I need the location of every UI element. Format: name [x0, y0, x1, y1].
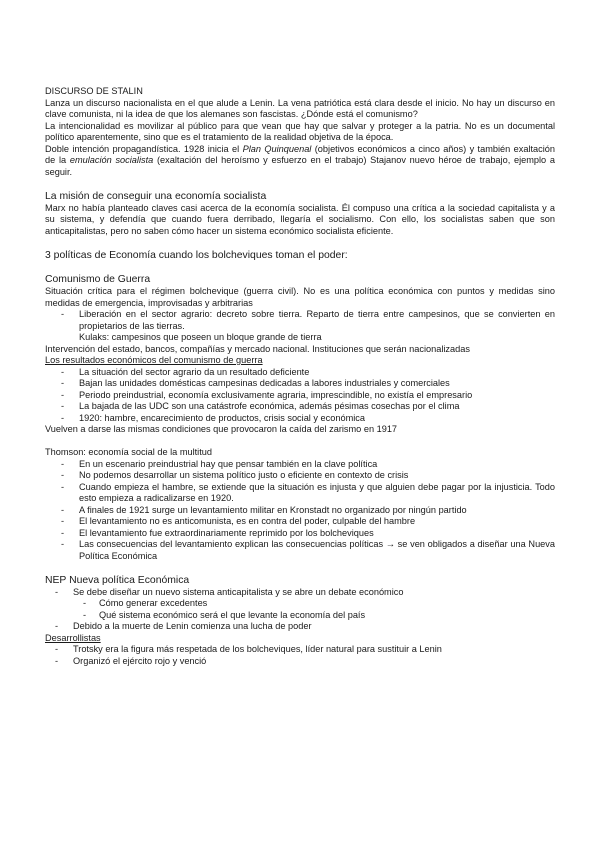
mision-paragraph: Marx no había planteado claves casi acerca de la economía socialista. Él compuso una crítica a la sociedad capitalista y a su sistema, y defendía que cuando fuera derribado, llegaría el socialismo. Con ello, los socialistas saben que son anticapitalistas, pero no saben cómo hacer un sistema económico socialista eficiente.: [45, 202, 555, 236]
guerra-list: [45, 309, 555, 332]
guerra-paragraph-1: Situación crítica para el régimen bolchevique (guerra civil). No es una política económica con puntos y medidas sino medidas de emergencia, improvisadas y arbitrarias: [45, 286, 555, 308]
list-item: - Cuando empieza el hambre, se extiende que la situación es injusta y que alguien debe pagar por la injusticia. Todo esto empieza a radicalizarse en 1920.: [45, 482, 555, 505]
list-item: - La situación del sector agrario da un resultado deficiente: [45, 367, 555, 379]
desarrollistas-list: [45, 644, 555, 667]
thomson-heading: Thomson: economía social de la multitud: [45, 447, 212, 457]
resultados-list: [45, 367, 555, 425]
guerra-paragraph-2: Intervención del estado, bancos, compañías y mercado nacional. Instituciones que serán nacionalizadas: [45, 343, 470, 354]
desarrollistas-heading: Desarrollistas: [45, 632, 101, 643]
list-item: - Liberación en el sector agrario: decreto sobre tierra. Reparto de tierra entre campesinos, que se convierten en propietarios de las tierras.: [45, 309, 555, 332]
kulaks-note: Kulaks: campesinos que poseen un bloque grande de tierra: [79, 332, 322, 342]
list-item: - Bajan las unidades domésticas campesinas dedicadas a labores industriales y comerciales: [45, 378, 555, 390]
list-item: - Periodo preindustrial, economía exclusivamente agraria, imprescindible, no existía el empresario: [45, 390, 555, 402]
resultados-heading: Los resultados económicos del comunismo de guerra: [45, 355, 263, 365]
list-item: - El levantamiento fue extraordinariamente reprimido por los bolcheviques: [45, 528, 555, 540]
stalin-paragraph-3: Doble intención propagandística. 1928 inicia el Plan Quinquenal (objetivos económicos a cinco años) y también exaltación de la emulación socialista (exaltación del heroísmo y esfuerzo en el trabajo) Stajanov nuevo héroe de trabajo, ejemplo a seguir.: [45, 143, 555, 177]
list-item: - La bajada de las UDC son una catástrofe económica, además pésimas cosechas por el clima: [45, 401, 555, 413]
list-item: - A finales de 1921 surge un levantamiento militar en Kronstadt no organizado por ningún partido: [45, 505, 555, 517]
list-item: - Trotsky era la figura más respetada de los bolcheviques, líder natural para sustituir a Lenin: [45, 644, 555, 656]
stalin-title: DISCURSO DE STALIN: [45, 86, 143, 96]
stalin-paragraph-2: La intencionalidad es movilizar al público para que vean que hay que salvar y proteger a la patria. No es un documental político aparentemente, sino que es el tratamiento de la realidad objetiva de la época.: [45, 120, 555, 142]
list-item: - Las consecuencias del levantamiento explican las consecuencias políticas → se ven obligados a diseñar una Nueva Política Económica: [45, 539, 555, 562]
list-item: - Se debe diseñar un nuevo sistema anticapitalista y se abre un debate económico: [45, 587, 555, 599]
list-item: - Organizó el ejército rojo y venció: [45, 656, 555, 668]
plan-quinquenal-italic: Plan Quinquenal: [242, 143, 312, 154]
thomson-list: [45, 459, 555, 563]
guerra-paragraph-3: Vuelven a darse las mismas condiciones que provocaron la caída del zarismo en 1917: [45, 424, 398, 434]
nep-heading: NEP Nueva política Económica: [45, 574, 190, 586]
comunismo-guerra-heading: Comunismo de Guerra: [45, 274, 151, 285]
list-item: - Debido a la muerte de Lenin comienza una lucha de poder: [45, 621, 555, 633]
document-page: [45, 86, 555, 667]
list-item: - 1920: hambre, encarecimiento de productos, crisis social y económica: [45, 413, 555, 425]
list-item: - No podemos desarrollar un sistema político justo o eficiente en contexto de crisis: [45, 470, 555, 482]
mision-heading: La misión de conseguir una economía socialista: [45, 190, 267, 202]
list-subitem: - Qué sistema económico será el que levante la economía del país: [45, 610, 555, 622]
list-item: - En un escenario preindustrial hay que pensar también en la clave política: [45, 459, 555, 471]
politicas-heading: 3 políticas de Economía cuando los bolcheviques toman el poder:: [45, 249, 348, 261]
list-item: - El levantamiento no es anticomunista, es en contra del poder, culpable del hambre: [45, 516, 555, 528]
stalin-paragraph-1: Lanza un discurso nacionalista en el que alude a Lenin. La vena patriótica está clara desde el inicio. No hay un discurso en clave comunista, ni la idea de que los alemanes son fascistas. ¿Dónde está el comunismo?: [45, 97, 555, 119]
emulacion-socialista-italic: emulación socialista: [69, 155, 154, 165]
nep-list: [45, 587, 555, 633]
list-subitem: - Cómo generar excedentes: [45, 598, 555, 610]
